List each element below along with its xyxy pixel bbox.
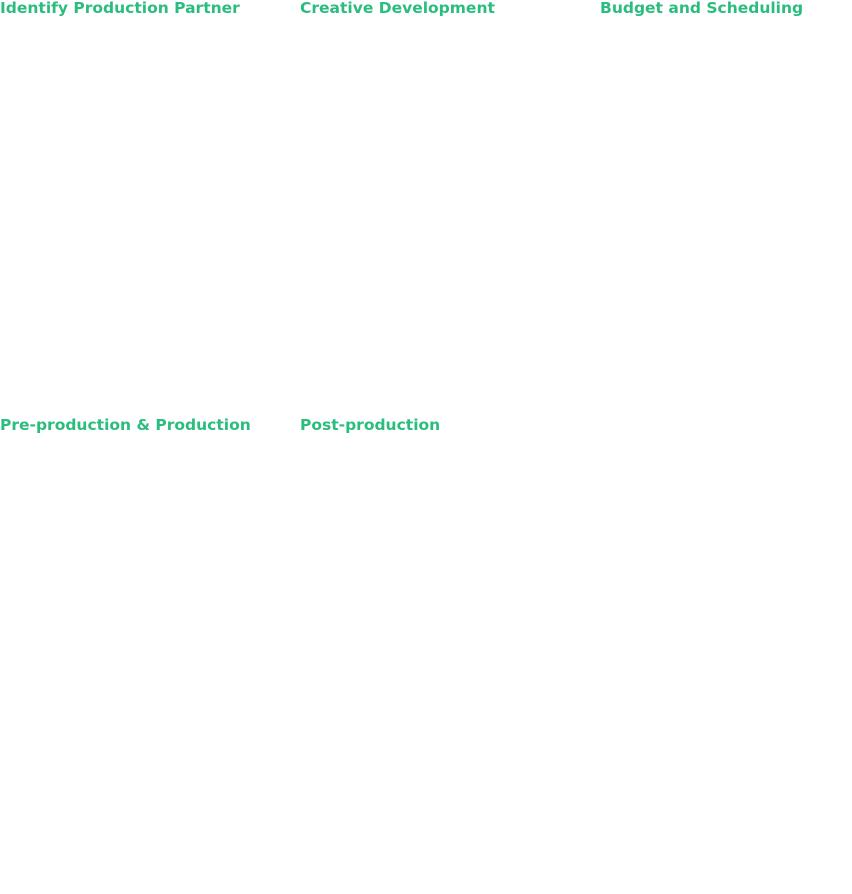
step-creative-development — [300, 0, 600, 417]
step-budget-and-scheduling — [600, 0, 852, 417]
step-pre-production-and-production — [0, 417, 300, 894]
step-title: Creative Development — [300, 0, 495, 17]
step-title: Identify Production Partner — [0, 0, 240, 17]
step-identify-production-partner — [0, 0, 300, 417]
step-title: Post-production — [300, 416, 441, 434]
step-post-production — [300, 417, 600, 894]
step-title: Pre-production & Production — [0, 416, 251, 434]
step-title: Budget and Scheduling — [600, 0, 804, 17]
